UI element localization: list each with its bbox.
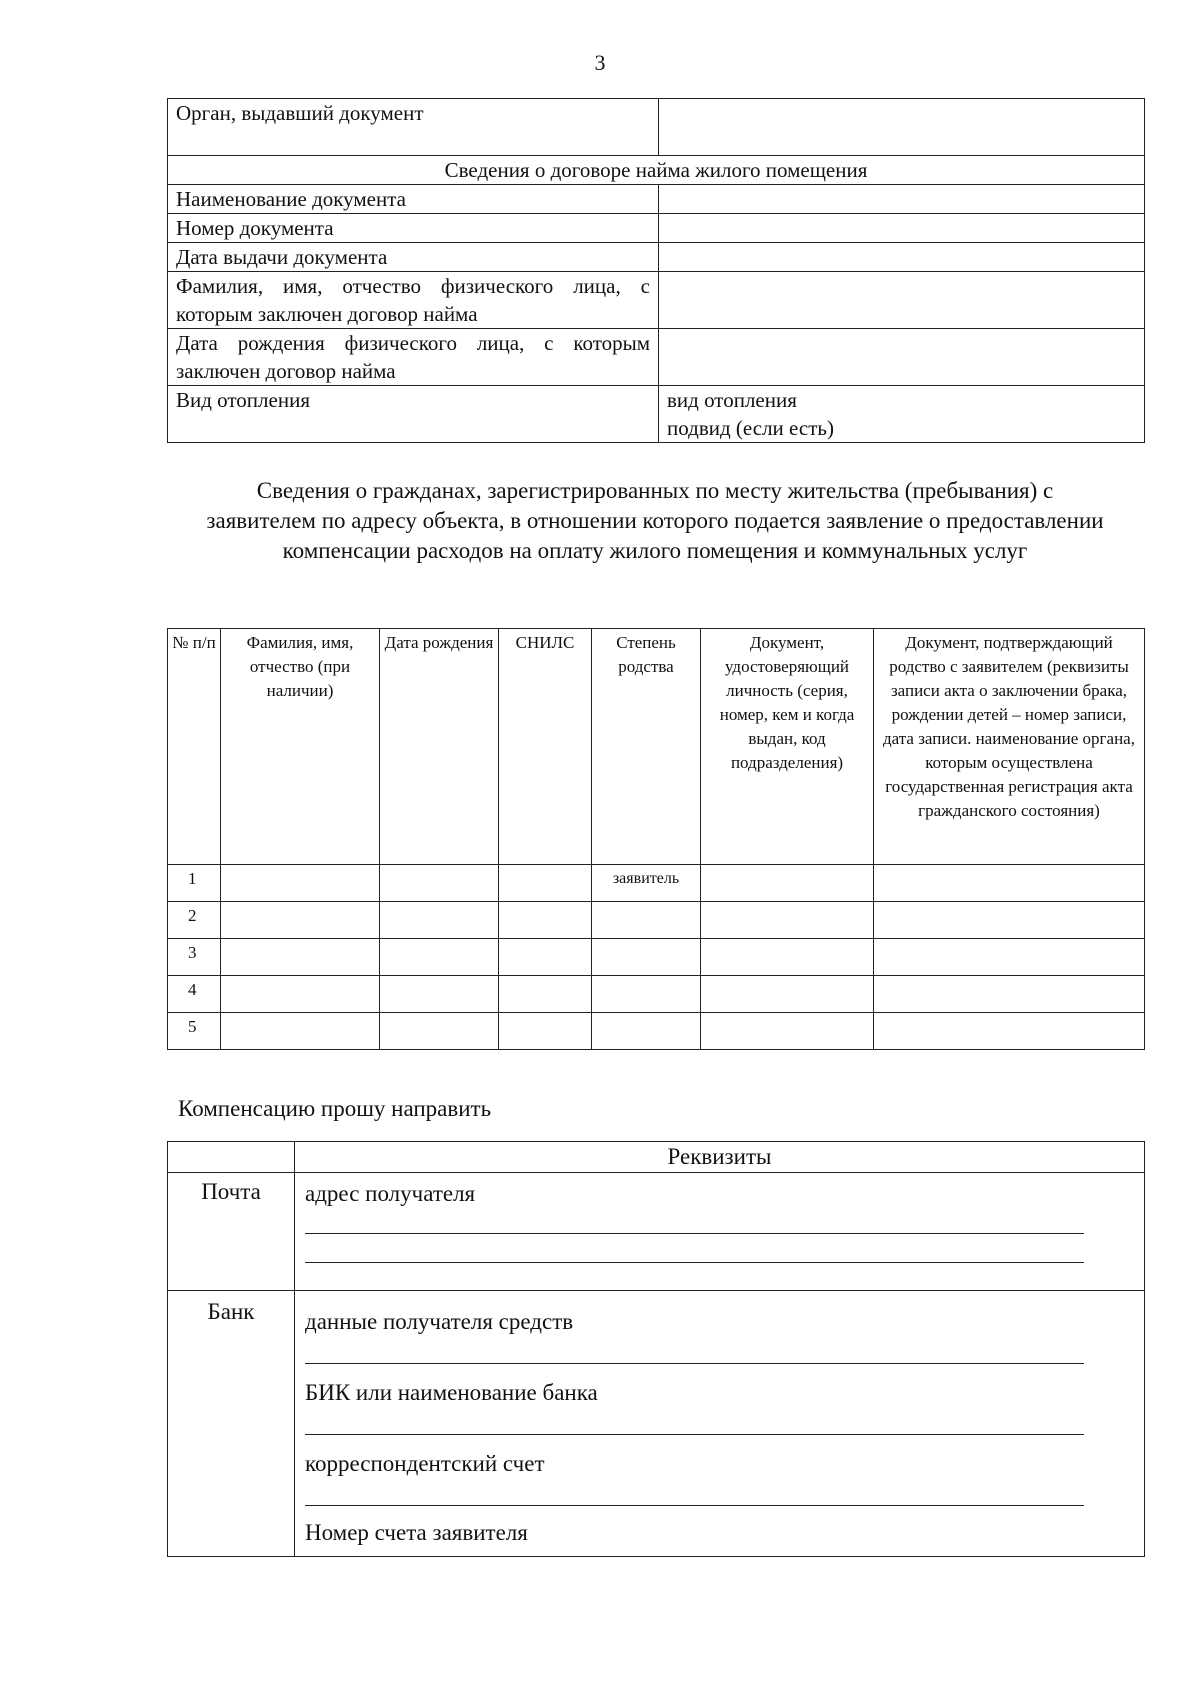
- row-relation[interactable]: [592, 939, 701, 976]
- doc-name-label: Наименование документа: [168, 185, 659, 214]
- row-relation[interactable]: [592, 902, 701, 939]
- bank-recipient-label: данные получателя средств: [305, 1309, 574, 1334]
- page-number: 3: [594, 50, 606, 75]
- row-relation: заявитель: [592, 865, 701, 902]
- heating-type: вид отопления: [667, 388, 797, 412]
- row-relation[interactable]: [592, 976, 701, 1013]
- doc-number-value[interactable]: [659, 214, 1145, 243]
- row-num: 3: [168, 939, 221, 976]
- mail-details[interactable]: [295, 1173, 1145, 1291]
- mail-address-label: адрес получателя: [305, 1181, 476, 1206]
- tenant-birth-label: Дата рождения физического лица, с которым заключен договор найма: [168, 329, 659, 386]
- col-name: Фамилия, имя, отчество (при наличии): [221, 629, 380, 865]
- payment-caption: Компенсацию прошу направить: [178, 1096, 492, 1121]
- heating-label: Вид отопления: [168, 386, 659, 443]
- citizens-section-heading: Сведения о гражданах, зарегистрированных по месту жительства (пребывания) с заявителем по адресу объекта, в отношении которого подается заявление о предоставлении компенсации расходов на оплату жилого помещения и коммунальных услуг: [206, 478, 1104, 563]
- mail-address-line-2[interactable]: [305, 1234, 1084, 1263]
- issuer-label: Орган, выдавший документ: [168, 99, 659, 156]
- heating-value[interactable]: [659, 386, 1145, 443]
- heating-subtype: подвид (если есть): [667, 416, 834, 440]
- details-header: Реквизиты: [295, 1142, 1145, 1173]
- payment-details-table: [167, 1141, 1145, 1557]
- col-relation: Степень родства: [592, 629, 701, 865]
- doc-number-label: Номер документа: [168, 214, 659, 243]
- bank-corr-line[interactable]: [305, 1479, 1084, 1506]
- row-num: 4: [168, 976, 221, 1013]
- bank-label: Банк: [168, 1291, 295, 1557]
- rental-agreement-header: Сведения о договоре найма жилого помещения: [168, 156, 1145, 185]
- table-row: [168, 902, 1145, 939]
- col-snils: СНИЛС: [499, 629, 592, 865]
- row-num: 1: [168, 865, 221, 902]
- document-info-table: [167, 98, 1145, 443]
- bank-details[interactable]: [295, 1291, 1145, 1557]
- col-kin-doc: Документ, подтверждающий родство с заявителем (реквизиты записи акта о заключении брака, рождении детей – номер записи, дата записи. наименование органа, которым осуществлена государственная регистрация акта гражданского состояния): [874, 629, 1145, 865]
- col-num: № п/п: [168, 629, 221, 865]
- row-num: 5: [168, 1013, 221, 1050]
- citizens-table: [167, 628, 1145, 1050]
- bank-recipient-line[interactable]: [305, 1337, 1084, 1364]
- bank-corr-label: корреспондентский счет: [305, 1451, 545, 1476]
- bank-account-label: Номер счета заявителя: [305, 1520, 528, 1545]
- tenant-name-value[interactable]: [659, 272, 1145, 329]
- doc-date-value[interactable]: [659, 243, 1145, 272]
- mail-label: Почта: [168, 1173, 295, 1291]
- doc-name-value[interactable]: [659, 185, 1145, 214]
- mail-address-line-1[interactable]: [305, 1209, 1084, 1234]
- row-relation[interactable]: [592, 1013, 701, 1050]
- issuer-value[interactable]: [659, 99, 1145, 156]
- bank-bik-line[interactable]: [305, 1408, 1084, 1435]
- table-row: [168, 1013, 1145, 1050]
- col-id-doc: Документ, удостоверяющий личность (серия, номер, кем и когда выдан, код подразделения): [701, 629, 874, 865]
- col-birth: Дата рождения: [380, 629, 499, 865]
- method-header: [168, 1142, 295, 1173]
- table-row: [168, 976, 1145, 1013]
- tenant-name-label: Фамилия, имя, отчество физического лица, с которым заключен договор найма: [168, 272, 659, 329]
- row-num: 2: [168, 902, 221, 939]
- bank-bik-label: БИК или наименование банка: [305, 1380, 598, 1405]
- table-row: [168, 865, 1145, 902]
- doc-date-label: Дата выдачи документа: [168, 243, 659, 272]
- tenant-birth-value[interactable]: [659, 329, 1145, 386]
- table-row: [168, 939, 1145, 976]
